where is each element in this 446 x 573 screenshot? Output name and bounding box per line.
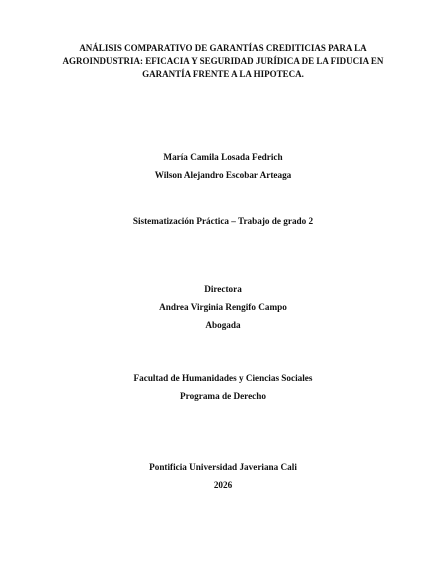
director-name: Andrea Virginia Rengifo Campo xyxy=(159,302,287,312)
work-type: Sistematización Práctica – Trabajo de grado 2 xyxy=(132,216,314,226)
title-line-1: ANÁLISIS COMPARATIVO DE GARANTÍAS CREDITICIAS PARA LA xyxy=(79,43,367,53)
title-line-2: AGROINDUSTRIA: EFICACIA Y SEGURIDAD JURÍDICA DE LA FIDUCIA EN xyxy=(62,56,384,66)
author-1: María Camila Losada Fedrich xyxy=(163,152,283,162)
university: Pontificia Universidad Javeriana Cali xyxy=(149,462,297,472)
faculty: Facultad de Humanidades y Ciencias Sociales xyxy=(133,373,313,383)
director-heading: Directora xyxy=(204,284,242,294)
director-role: Abogada xyxy=(205,320,241,330)
title-line-3: GARANTÍA FRENTE A LA HIPOTECA. xyxy=(142,69,304,79)
author-2: Wilson Alejandro Escobar Arteaga xyxy=(154,170,292,180)
year: 2026 xyxy=(213,480,233,490)
program: Programa de Derecho xyxy=(180,391,266,401)
